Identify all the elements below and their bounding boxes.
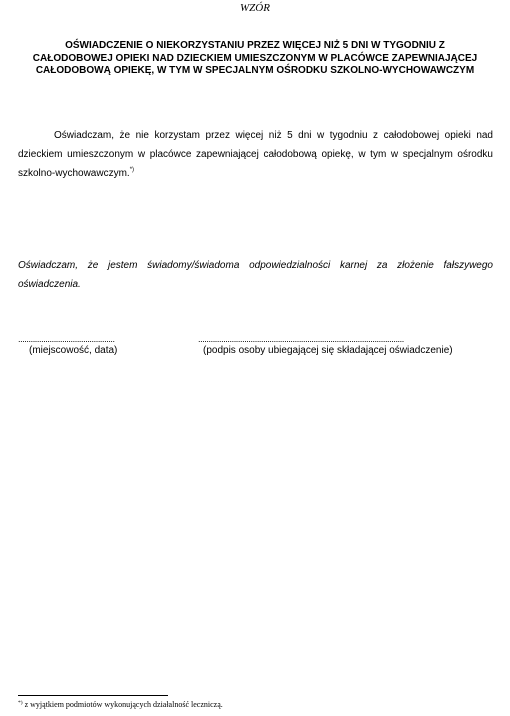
place-date-label: (miejscowość, data) bbox=[29, 345, 118, 356]
title-line: CAŁODOBOWĄ OPIEKĘ, W TYM W SPECJALNYM OŚRODKU SZKOLNO-WYCHOWAWCZYM bbox=[35, 65, 475, 76]
footnote-divider bbox=[18, 695, 168, 696]
declaration-text: Oświadczam, że nie korzystam przez więcej niż 5 dni w tygodniu z całodobowej opieki nad dzieckiem umieszczonym w placówce zapewniającej całodobową opiekę, w tym w specjalnym ośrodku szkolno-wychowawczym. bbox=[18, 130, 493, 179]
liability-paragraph: Oświadczam, że jestem świadomy/świadoma odpowiedzialności karnej za złożenie fałszywego oświadczenia. bbox=[18, 260, 493, 290]
signature-field[interactable]: .................................................................................................. bbox=[198, 334, 404, 344]
document-title bbox=[24, 40, 486, 78]
declaration-paragraph bbox=[18, 126, 493, 183]
footnote bbox=[18, 700, 223, 709]
footnote-mark: *) bbox=[18, 700, 23, 706]
place-date-field[interactable]: .............................................. bbox=[18, 334, 115, 344]
footnote-text: z wyjątkiem podmiotów wykonujących działalność leczniczą. bbox=[22, 700, 223, 709]
footnote-reference: *) bbox=[129, 167, 135, 173]
template-label: WZÓR bbox=[240, 2, 270, 14]
title-line: OŚWIADCZENIE O NIEKORZYSTANIU PRZEZ WIĘCEJ NIŻ 5 DNI W TYGODNIU Z bbox=[65, 40, 445, 51]
title-line: CAŁODOBOWEJ OPIEKI NAD DZIECKIEM UMIESZCZONYM W PLACÓWCE ZAPEWNIAJĄCEJ bbox=[32, 52, 478, 64]
signature-label: (podpis osoby ubiegającej się składającej oświadczenie) bbox=[203, 345, 453, 356]
